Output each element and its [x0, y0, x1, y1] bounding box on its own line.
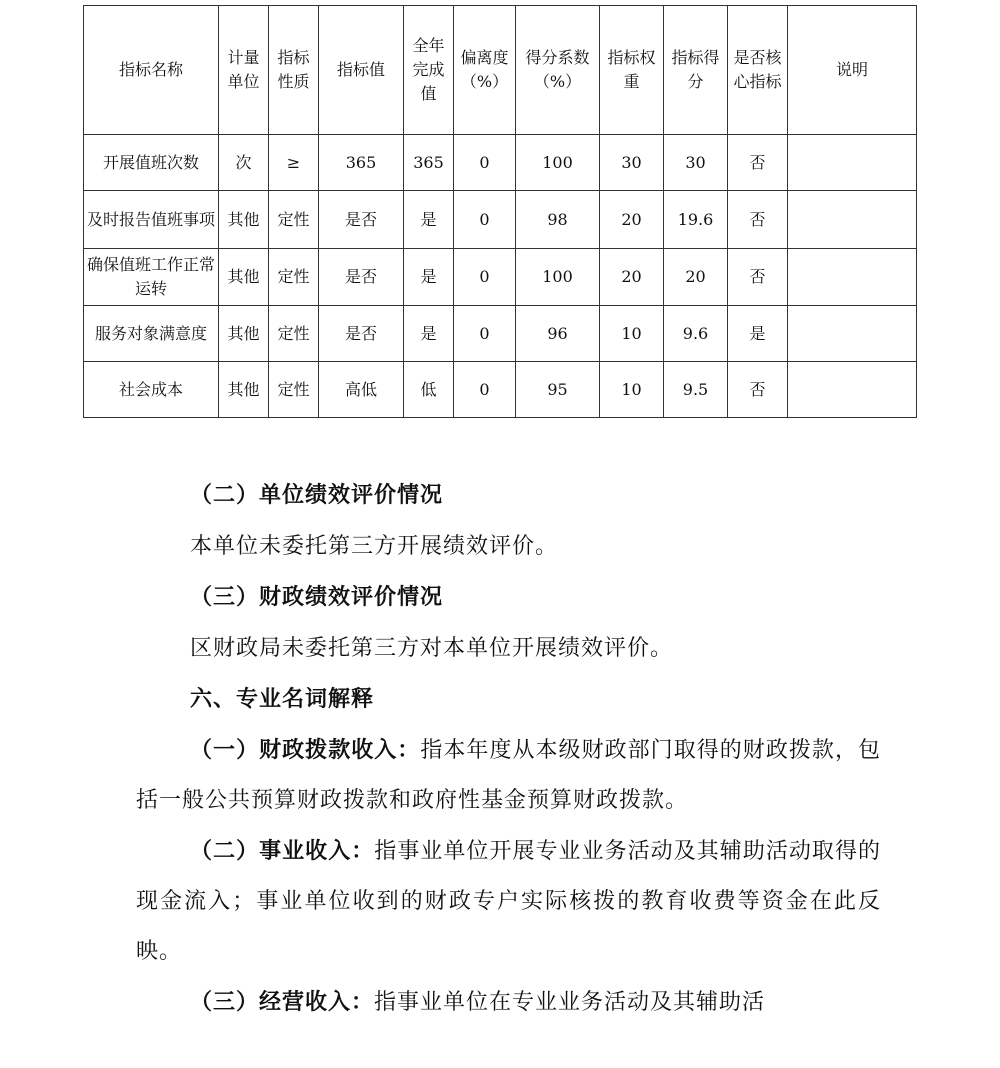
- cell-nature: 定性: [269, 306, 319, 362]
- col-header-actual-value: 全年完成值: [404, 6, 454, 135]
- col-header-indicator-name: 指标名称: [84, 6, 219, 135]
- cell-indicator-name: 社会成本: [84, 362, 219, 418]
- cell-target-value: 是否: [319, 191, 404, 249]
- cell-core-indicator: 是: [728, 306, 788, 362]
- term-definition: [136, 826, 881, 977]
- cell-deviation: 0: [454, 306, 516, 362]
- cell-remarks: [788, 135, 917, 191]
- cell-unit: 其他: [219, 306, 269, 362]
- section-paragraph: 区财政局未委托第三方对本单位开展绩效评价。: [190, 636, 674, 661]
- cell-core-indicator: 否: [728, 362, 788, 418]
- term-text: 指本年度从本级财政部门取得的财政拨款，包括一般公共预算财政拨款和政府性基金预算财政拨款。: [136, 738, 881, 813]
- table-header-row: [84, 6, 917, 135]
- cell-remarks: [788, 249, 917, 306]
- term-text: 指事业单位在专业业务活动及其辅助活: [374, 990, 766, 1015]
- cell-core-indicator: 否: [728, 135, 788, 191]
- term-label: （二）事业收入：: [190, 838, 375, 864]
- col-header-unit: 计量单位: [219, 6, 269, 135]
- col-header-remarks: 说明: [788, 6, 917, 135]
- table-row: [84, 362, 917, 418]
- cell-actual-value: 是: [404, 191, 454, 249]
- cell-deviation: 0: [454, 135, 516, 191]
- cell-actual-value: 低: [404, 362, 454, 418]
- cell-score-coefficient: 96: [516, 306, 600, 362]
- table-row: [84, 249, 917, 306]
- cell-score: 9.6: [664, 306, 728, 362]
- cell-actual-value: 365: [404, 135, 454, 191]
- col-header-weight: 指标权重: [600, 6, 664, 135]
- cell-score-coefficient: 98: [516, 191, 600, 249]
- cell-weight: 10: [600, 362, 664, 418]
- term-definition: [136, 725, 881, 826]
- cell-indicator-name: 确保值班工作正常运转: [84, 249, 219, 306]
- cell-indicator-name: 服务对象满意度: [84, 306, 219, 362]
- cell-deviation: 0: [454, 191, 516, 249]
- col-header-score-coefficient: 得分系数（%）: [516, 6, 600, 135]
- cell-score: 19.6: [664, 191, 728, 249]
- cell-unit: 其他: [219, 191, 269, 249]
- table-row: [84, 306, 917, 362]
- cell-score: 9.5: [664, 362, 728, 418]
- cell-nature: 定性: [269, 362, 319, 418]
- cell-nature: 定性: [269, 249, 319, 306]
- cell-weight: 20: [600, 191, 664, 249]
- cell-weight: 20: [600, 249, 664, 306]
- chapter-heading: 六、专业名词解释: [190, 686, 375, 712]
- cell-target-value: 是否: [319, 249, 404, 306]
- col-header-nature: 指标性质: [269, 6, 319, 135]
- col-header-deviation: 偏离度（%）: [454, 6, 516, 135]
- cell-score: 20: [664, 249, 728, 306]
- cell-weight: 30: [600, 135, 664, 191]
- cell-indicator-name: 及时报告值班事项: [84, 191, 219, 249]
- cell-unit: 次: [219, 135, 269, 191]
- cell-weight: 10: [600, 306, 664, 362]
- col-header-target-value: 指标值: [319, 6, 404, 135]
- term-label: （三）经营收入：: [190, 989, 375, 1015]
- cell-remarks: [788, 191, 917, 249]
- cell-unit: 其他: [219, 362, 269, 418]
- term-definition: [136, 977, 881, 1028]
- section-heading: （二）单位绩效评价情况: [190, 482, 444, 508]
- table-row: [84, 191, 917, 249]
- cell-target-value: 高低: [319, 362, 404, 418]
- cell-deviation: 0: [454, 249, 516, 306]
- cell-actual-value: 是: [404, 249, 454, 306]
- cell-core-indicator: 否: [728, 191, 788, 249]
- cell-core-indicator: 否: [728, 249, 788, 306]
- cell-nature: 定性: [269, 191, 319, 249]
- term-text: 指事业单位开展专业业务活动及其辅助活动取得的现金流入；事业单位收到的财政专户实际核拨的教育收费等资金在此反映。: [136, 839, 881, 964]
- performance-indicator-table: [83, 5, 917, 418]
- cell-deviation: 0: [454, 362, 516, 418]
- col-header-score: 指标得分: [664, 6, 728, 135]
- cell-target-value: 是否: [319, 306, 404, 362]
- cell-score: 30: [664, 135, 728, 191]
- cell-score-coefficient: 95: [516, 362, 600, 418]
- table-row: [84, 135, 917, 191]
- section-paragraph: 本单位未委托第三方开展绩效评价。: [190, 534, 559, 559]
- cell-target-value: 365: [319, 135, 404, 191]
- cell-unit: 其他: [219, 249, 269, 306]
- term-label: （一）财政拨款收入：: [190, 737, 421, 763]
- cell-nature: ≥: [269, 135, 319, 191]
- cell-remarks: [788, 362, 917, 418]
- cell-actual-value: 是: [404, 306, 454, 362]
- cell-score-coefficient: 100: [516, 249, 600, 306]
- section-heading: （三）财政绩效评价情况: [190, 584, 444, 610]
- cell-indicator-name: 开展值班次数: [84, 135, 219, 191]
- document-body: [136, 470, 881, 1028]
- col-header-core-indicator: 是否核心指标: [728, 6, 788, 135]
- cell-score-coefficient: 100: [516, 135, 600, 191]
- cell-remarks: [788, 306, 917, 362]
